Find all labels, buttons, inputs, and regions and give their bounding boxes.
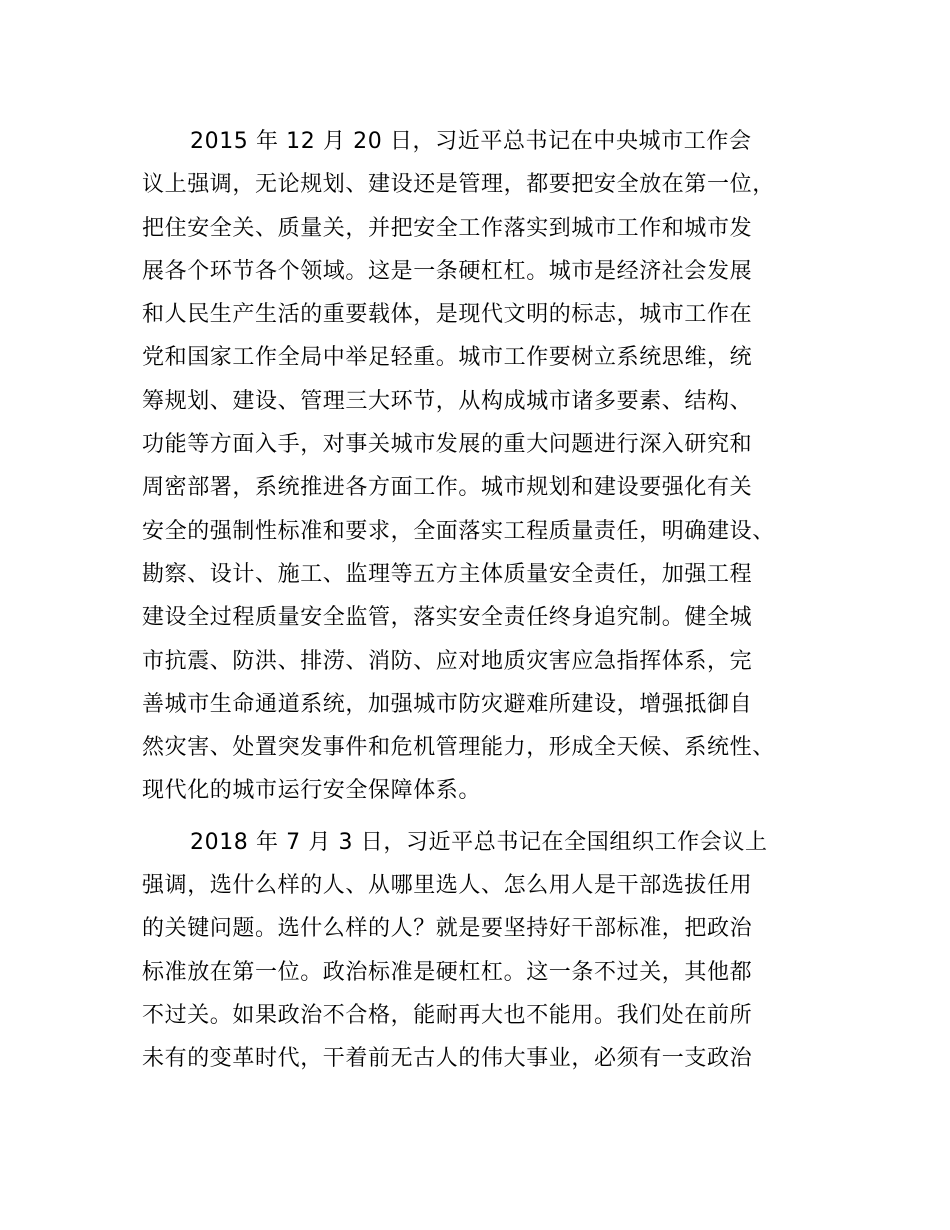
text-line: 周密部署，系统推进各方面工作。城市规划和建设要强化有关 <box>142 475 753 501</box>
paragraph-spacing <box>142 813 842 821</box>
paragraph-cadre-selection <box>142 821 842 1081</box>
text-line: 勘察、设计、施工、监理等五方主体质量安全责任，加强工程 <box>142 561 753 587</box>
text-line: 强调，选什么样的人、从哪里选人、怎么用人是干部选拔任用 <box>142 873 753 899</box>
text-line: 2018 年 7 月 3 日，习近平总书记在全国组织工作会议上 <box>190 829 768 855</box>
text-line: 的关键问题。选什么样的人？就是要坚持好干部标准，把政治 <box>142 916 753 942</box>
text-line: 现代化的城市运行安全保障体系。 <box>142 778 482 804</box>
text-line: 功能等方面入手，对事关城市发展的重大问题进行深入研究和 <box>142 432 753 458</box>
text-line: 党和国家工作全局中举足轻重。城市工作要树立系统思维，统 <box>142 345 753 371</box>
text-line: 建设全过程质量安全监管，落实安全责任终身追究制。健全城 <box>142 605 753 631</box>
text-line: 市抗震、防洪、排涝、消防、应对地质灾害应急指挥体系，完 <box>142 648 753 674</box>
text-line: 标准放在第一位。政治标准是硬杠杠。这一条不过关，其他都 <box>142 959 753 985</box>
document-body <box>142 120 842 1081</box>
text-line: 然灾害、处置突发事件和危机管理能力，形成全天候、系统性、 <box>142 735 775 761</box>
text-line: 和人民生产生活的重要载体，是现代文明的标志，城市工作在 <box>142 302 753 328</box>
paragraph-urban-safety <box>142 120 842 813</box>
text-line: 安全的强制性标准和要求，全面落实工程质量责任，明确建设、 <box>142 518 775 544</box>
text-line: 议上强调，无论规划、建设还是管理，都要把安全放在第一位， <box>142 172 775 198</box>
text-line: 2015 年 12 月 20 日，习近平总书记在中央城市工作会 <box>190 129 752 154</box>
text-line: 善城市生命通道系统，加强城市防灾避难所建设，增强抵御自 <box>142 691 753 717</box>
text-line: 把住安全关、质量关，并把安全工作落实到城市工作和城市发 <box>142 215 753 241</box>
text-line: 未有的变革时代，干着前无古人的伟大事业，必须有一支政治 <box>142 1046 753 1072</box>
text-line: 不过关。如果政治不合格，能耐再大也不能用。我们处在前所 <box>142 1002 753 1028</box>
text-line: 展各个环节各个领域。这是一条硬杠杠。城市是经济社会发展 <box>142 258 753 284</box>
text-line: 筹规划、建设、管理三大环节，从构成城市诸多要素、结构、 <box>142 388 753 414</box>
